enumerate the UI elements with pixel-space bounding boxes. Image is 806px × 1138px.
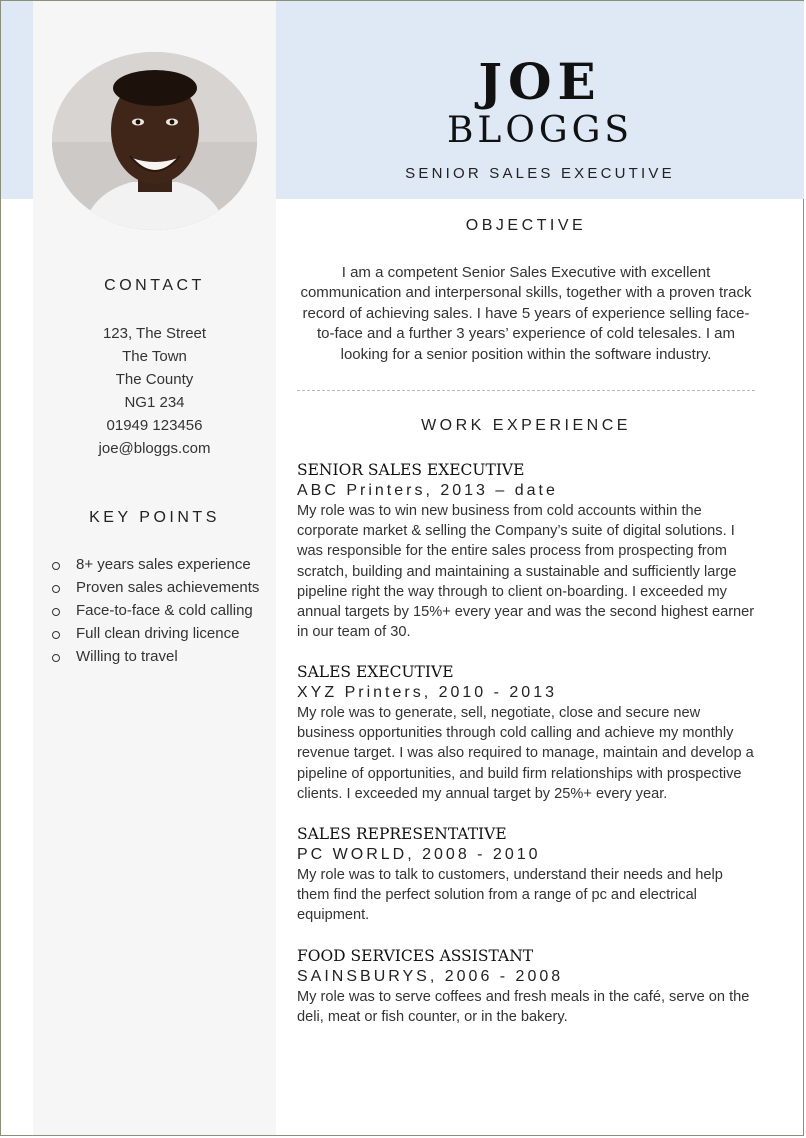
list-item: [52, 601, 267, 622]
last-name: BLOGGS: [446, 110, 634, 151]
objective-heading: OBJECTIVE: [465, 217, 587, 234]
contact-postcode: NG1 234: [124, 394, 185, 411]
job-role: SENIOR SALES EXECUTIVE: [297, 461, 525, 479]
profile-photo: [52, 52, 257, 230]
list-item: [52, 647, 267, 668]
job-role: FOOD SERVICES ASSISTANT: [297, 947, 534, 965]
job-description: My role was to talk to customers, understand their needs and help them find the perfect solution from a range of pc and electrical equipment.: [297, 867, 723, 924]
key-point-text: Face-to-face & cold calling: [76, 602, 253, 619]
work-experience-heading: WORK EXPERIENCE: [421, 417, 631, 434]
key-point-text: 8+ years sales experience: [76, 556, 251, 573]
contact-email[interactable]: joe@bloggs.com: [98, 440, 211, 457]
job-company: ABC Printers, 2013 – date: [297, 482, 558, 499]
contact-heading: CONTACT: [104, 277, 205, 294]
job-entry: [297, 946, 759, 1027]
bullet-circle-icon: [52, 654, 60, 662]
key-point-text: Proven sales achievements: [76, 579, 260, 596]
section-divider: [297, 390, 755, 391]
contact-address-street: 123, The Street: [102, 325, 207, 342]
key-point-text: Full clean driving licence: [76, 625, 240, 642]
job-title: SENIOR SALES EXECUTIVE: [405, 165, 675, 182]
contact-phone: 01949 123456: [106, 417, 203, 434]
job-entry: [297, 662, 759, 804]
job-company: XYZ Printers, 2010 - 2013: [297, 684, 557, 701]
bullet-circle-icon: [52, 631, 60, 639]
contact-address-county: The County: [115, 371, 194, 388]
job-entry: [297, 460, 759, 642]
bullet-circle-icon: [52, 562, 60, 570]
key-points-list: [52, 555, 267, 670]
list-item: [52, 624, 267, 645]
key-point-text: Willing to travel: [76, 648, 178, 665]
job-description: My role was to win new business from cold accounts within the corporate market & selling the Company’s suite of digital solutions. I was responsible for the entire sales process from prospecting from scratch, building and maintaining a sustainable and sufficiently large pipeline right the way through to client on-boarding. I exceeded my annual targets by 15%+ every year and was the second highest earner in our team of 30.: [297, 503, 755, 641]
job-role: SALES EXECUTIVE: [297, 663, 454, 681]
list-item: [52, 578, 267, 599]
objective-text: I am a competent Senior Sales Executive with excellent communication and interpersonal skills, together with a proven track record of achieving sales. I have 5 years of experience selling face-to-face and a further 3 years’ experience of cold telesales. I am looking for a senior position within the software industry.: [300, 264, 752, 363]
contact-list: [33, 322, 276, 460]
bullet-circle-icon: [52, 608, 60, 616]
job-entry: [297, 824, 759, 926]
job-description: My role was to generate, sell, negotiate, close and secure new business opportunities through cold calling and achieve my monthly revenue target. I was also required to manage, maintain and develop a pipeline of opportunities, and build firm relationships with prospective clients. I exceeded my annual target by 25%+ every year.: [297, 705, 754, 802]
job-company: PC WORLD, 2008 - 2010: [297, 846, 541, 863]
job-company: SAINSBURYS, 2006 - 2008: [297, 968, 564, 985]
key-points-heading: KEY POINTS: [89, 509, 220, 526]
bullet-circle-icon: [52, 585, 60, 593]
first-name: JOE: [478, 52, 602, 111]
job-description: My role was to serve coffees and fresh meals in the café, serve on the deli, meat or fish counter, or in the bakery.: [297, 989, 750, 1026]
job-role: SALES REPRESENTATIVE: [297, 825, 507, 843]
list-item: [52, 555, 267, 576]
contact-address-town: The Town: [122, 348, 187, 365]
